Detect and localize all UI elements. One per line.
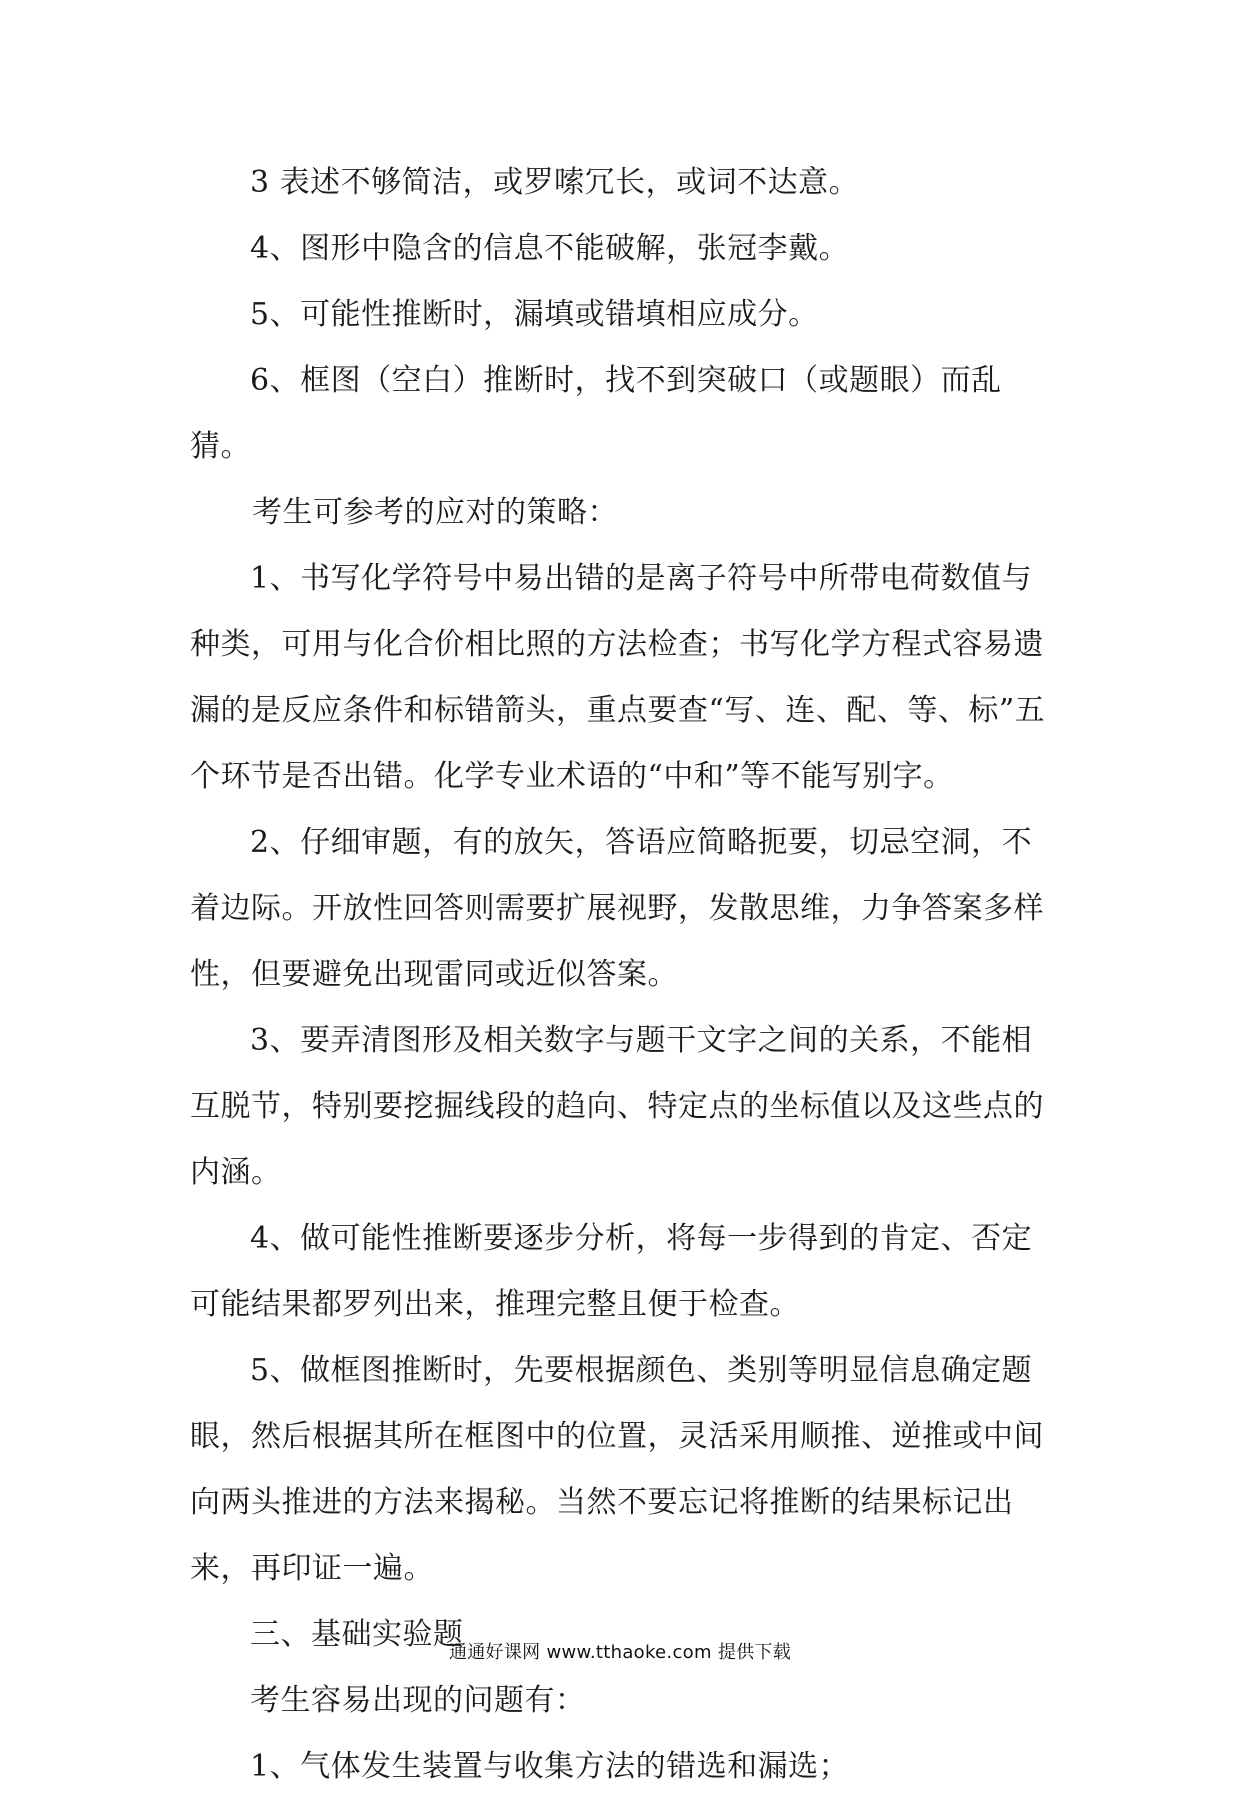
paragraph-problem-6: 6、框图（空白）推断时，找不到突破口（或题眼）而乱猜。 — [190, 363, 1002, 464]
section-heading-basic-experiment: 三、基础实验题 — [250, 1617, 464, 1652]
paragraph-strategy-3: 3、要弄清图形及相关数字与题干文字之间的关系，不能相互脱节，特别要挖掘线段的趋向、特定点的坐标值以及这些点的内涵。 — [190, 1023, 1044, 1190]
paragraph-problem-3: 3 表述不够简洁，或罗嗦冗长，或词不达意。 — [250, 165, 860, 200]
paragraph-experiment-problem-1: 1、气体发生装置与收集方法的错选和漏选； — [250, 1749, 850, 1784]
document-body — [190, 150, 1060, 1800]
page-footer: 通通好课网 www.tthaoke.com 提供下载 — [448, 1642, 792, 1663]
paragraph-strategy-2: 2、仔细审题，有的放矢，答语应简略扼要，切忌空洞，不着边际。开放性回答则需要扩展视野，发散思维，力争答案多样性，但要避免出现雷同或近似答案。 — [190, 825, 1044, 992]
paragraph-problem-4: 4、图形中隐含的信息不能破解，张冠李戴。 — [250, 231, 850, 266]
paragraph-strategy-4: 4、做可能性推断要逐步分析，将每一步得到的肯定、否定可能结果都罗列出来，推理完整且便于检查。 — [190, 1221, 1033, 1322]
paragraph-strategy-1: 1、书写化学符号中易出错的是离子符号中所带电荷数值与种类，可用与化合价相比照的方法检查；书写化学方程式容易遗漏的是反应条件和标错箭头，重点要查“写、连、配、等、标”五个环节是否出错。化学专业术语的“中和”等不能写别字。 — [190, 561, 1046, 794]
paragraph-strategy-heading: 考生可参考的应对的策略： — [252, 495, 618, 530]
paragraph-strategy-5: 5、做框图推断时，先要根据颜色、类别等明显信息确定题眼，然后根据其所在框图中的位置，灵活采用顺推、逆推或中间向两头推进的方法来揭秘。当然不要忘记将推断的结果标记出来，再印证一遍。 — [190, 1353, 1044, 1586]
paragraph-experiment-problems-heading: 考生容易出现的问题有： — [250, 1683, 586, 1718]
paragraph-problem-5: 5、可能性推断时，漏填或错填相应成分。 — [250, 297, 819, 332]
